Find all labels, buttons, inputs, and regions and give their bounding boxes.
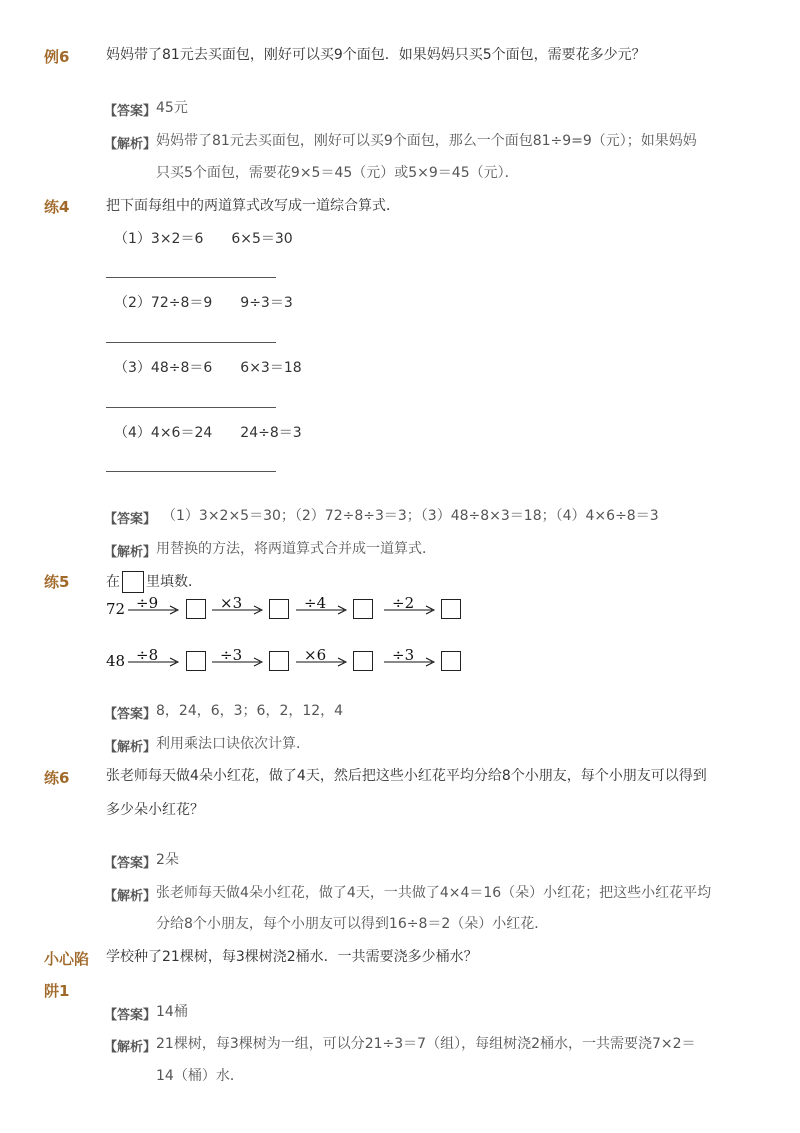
trap-1-label-line1: 小心陷 xyxy=(44,950,90,968)
analysis-tag: 【解析】 xyxy=(104,545,157,560)
arrow-icon xyxy=(296,656,348,668)
analysis-tag: 【解析】 xyxy=(104,1040,157,1055)
item-3-second: 6×3＝18 xyxy=(240,360,302,376)
trap-1-analysis-line1: 21棵树，每3棵树为一组，可以分21÷3＝7（组），每组树浇2桶水，一共需要浇7×2＝ xyxy=(156,1036,696,1052)
chain-2-op-1: ÷8 xyxy=(136,646,159,664)
answer-blank-1[interactable] xyxy=(106,277,276,278)
trap-1-question: 学校种了21棵树，每3棵树浇2桶水．一共需要浇多少桶水？ xyxy=(106,949,478,965)
blank-box-icon xyxy=(122,571,144,593)
practice-4-question: 把下面每组中的两道算式改写成一道综合算式． xyxy=(106,198,400,214)
chain-1-op-2: ×3 xyxy=(220,594,243,612)
trap-1-analysis-line2: 14（桶）水． xyxy=(156,1068,244,1084)
arrow-icon xyxy=(212,656,264,668)
chain-1-box-2[interactable] xyxy=(269,599,289,619)
answer-tag: 【答案】 xyxy=(104,856,157,871)
practice-5-analysis: 利用乘法口诀依次计算． xyxy=(156,736,310,752)
practice-4-item-1 xyxy=(114,228,293,248)
arrow-icon xyxy=(384,604,436,616)
answer-tag: 【答案】 xyxy=(104,512,157,527)
example-6-analysis-line1: 妈妈带了81元去买面包，刚好可以买9个面包，那么一个面包81÷9=9（元）；如果妈妈 xyxy=(156,133,697,149)
arrow-icon xyxy=(212,604,264,616)
arrow-icon xyxy=(296,604,348,616)
practice-4-analysis: 用替换的方法，将两道算式合并成一道算式． xyxy=(156,541,436,557)
answer-tag: 【答案】 xyxy=(104,707,157,722)
chain-1-op-3: ÷4 xyxy=(304,594,327,612)
practice-5-label: 练5 xyxy=(44,573,70,591)
practice-6-analysis-line2: 分给8个小朋友，每个小朋友可以得到16÷8＝2（朵）小红花． xyxy=(156,916,549,932)
chain-2-op-4: ÷3 xyxy=(392,646,415,664)
chain-1-op-1: ÷9 xyxy=(136,594,159,612)
item-2-second: 9÷3＝3 xyxy=(240,295,293,311)
trap-1-answer: 14桶 xyxy=(156,1004,188,1020)
item-4-first: （4）4×6＝24 xyxy=(114,425,213,441)
arrow-icon xyxy=(128,604,180,616)
practice-4-item-2 xyxy=(114,292,293,312)
example-6-analysis-line2: 只买5个面包，需要花9×5＝45（元）或5×9＝45（元）． xyxy=(156,165,519,181)
answer-tag: 【答案】 xyxy=(104,104,157,119)
chain-2-op-3: ×6 xyxy=(304,646,327,664)
chain-2-box-3[interactable] xyxy=(353,651,373,671)
practice-4-answer: （1）3×2×5＝30；（2）72÷8÷3＝3；（3）48÷8×3＝18；（4）4×6÷8＝3 xyxy=(162,508,659,524)
practice-4-label: 练4 xyxy=(44,198,70,216)
practice-6-label: 练6 xyxy=(44,769,70,787)
chain-1-box-1[interactable] xyxy=(186,599,206,619)
practice-6-question-line1: 张老师每天做4朵小红花，做了4天，然后把这些小红花平均分给8个小朋友，每个小朋友可以得到 xyxy=(106,768,707,784)
chain-1-box-4[interactable] xyxy=(441,599,461,619)
practice-6-question-line2: 多少朵小红花？ xyxy=(106,802,204,818)
chain-2-op-2: ÷3 xyxy=(220,646,243,664)
chain-2-box-2[interactable] xyxy=(269,651,289,671)
example-6-answer: 45元 xyxy=(156,100,188,116)
question-prefix: 在 xyxy=(106,574,120,590)
analysis-tag: 【解析】 xyxy=(104,137,157,152)
chain-2-box-4[interactable] xyxy=(441,651,461,671)
practice-5-answer: 8，24，6，3；6，2，12，4 xyxy=(156,703,344,719)
answer-tag: 【答案】 xyxy=(104,1008,157,1023)
item-2-first: （2）72÷8＝9 xyxy=(114,295,213,311)
item-1-first: （1）3×2＝6 xyxy=(114,231,204,247)
practice-6-answer: 2朵 xyxy=(156,852,179,868)
example-6-label: 例6 xyxy=(44,48,70,66)
chain-2-start: 48 xyxy=(106,652,126,670)
chain-2-box-1[interactable] xyxy=(186,651,206,671)
arrow-icon xyxy=(128,656,180,668)
chain-1-start: 72 xyxy=(106,600,126,618)
practice-5-question xyxy=(106,571,202,593)
question-suffix: 里填数． xyxy=(146,574,202,590)
answer-blank-4[interactable] xyxy=(106,471,276,472)
item-4-second: 24÷8＝3 xyxy=(240,425,302,441)
practice-4-item-4 xyxy=(114,422,302,442)
chain-1-op-4: ÷2 xyxy=(392,594,415,612)
trap-1-label-line2: 阱1 xyxy=(44,982,70,1000)
chain-1-box-3[interactable] xyxy=(353,599,373,619)
practice-6-analysis-line1: 张老师每天做4朵小红花，做了4天，一共做了4×4＝16（朵）小红花；把这些小红花平均 xyxy=(156,885,712,901)
item-1-second: 6×5＝30 xyxy=(231,231,293,247)
item-3-first: （3）48÷8＝6 xyxy=(114,360,213,376)
answer-blank-2[interactable] xyxy=(106,342,276,343)
example-6-question: 妈妈带了81元去买面包，刚好可以买9个面包．如果妈妈只买5个面包，需要花多少元？ xyxy=(106,47,646,63)
practice-4-item-3 xyxy=(114,357,302,377)
analysis-tag: 【解析】 xyxy=(104,889,157,904)
answer-blank-3[interactable] xyxy=(106,407,276,408)
arrow-icon xyxy=(384,656,436,668)
analysis-tag: 【解析】 xyxy=(104,740,157,755)
